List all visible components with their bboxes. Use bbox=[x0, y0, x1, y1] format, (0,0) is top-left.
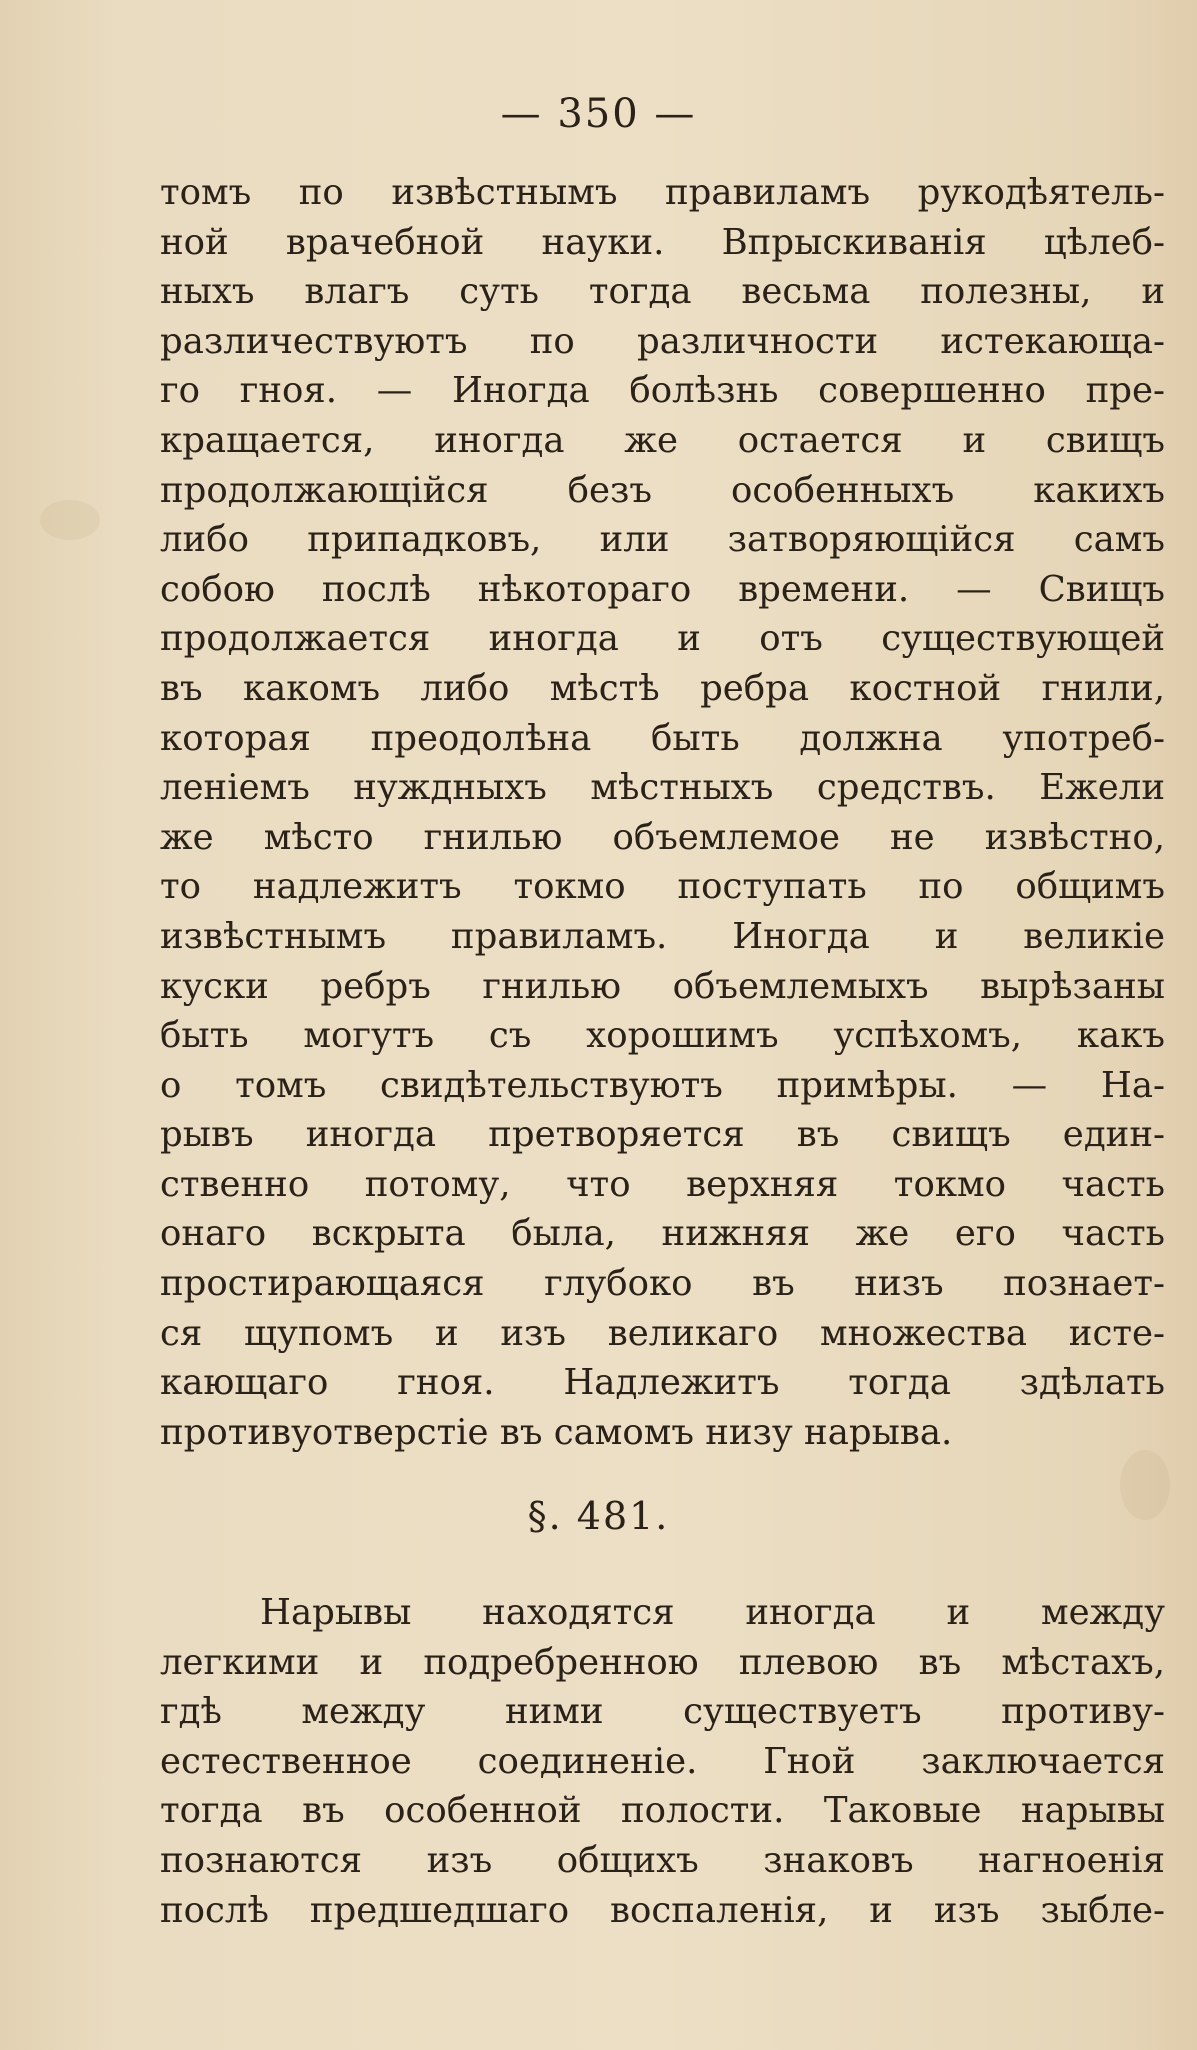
text-line: ной врачебной науки. Впрыскиванія цѣлеб- bbox=[160, 221, 1165, 263]
text-line: либо припадковъ, или затворяющійся самъ bbox=[160, 519, 1165, 561]
section-heading: §. 481. bbox=[527, 1494, 670, 1538]
paragraph-section-481 bbox=[160, 1588, 1165, 1935]
text-line: противуотверстіе въ самомъ низу нарыва. bbox=[160, 1411, 953, 1453]
text-line: различествуютъ по различности истекающа- bbox=[160, 320, 1165, 362]
text-line: естественное соединеніе. Гной заключается bbox=[160, 1740, 1165, 1782]
text-line: то надлежитъ токмо поступать по общимъ bbox=[160, 866, 1165, 908]
text-line: о томъ свидѣтельствуютъ примѣры. — На- bbox=[160, 1064, 1165, 1106]
text-line: собою послѣ нѣкотораго времени. — Свищъ bbox=[160, 568, 1165, 610]
text-line: въ какомъ либо мѣстѣ ребра костной гнили, bbox=[160, 667, 1165, 709]
text-line: ныхъ влагъ суть тогда весьма полезны, и bbox=[160, 271, 1165, 313]
text-line: ся щупомъ и изъ великаго множества исте- bbox=[160, 1312, 1165, 1354]
text-line: тогда въ особенной полости. Таковые нарывы bbox=[160, 1790, 1165, 1832]
text-line: онаго вскрыта была, нижняя же его часть bbox=[160, 1213, 1165, 1255]
text-line: простирающаяся глубоко въ низъ познает- bbox=[160, 1263, 1165, 1305]
text-line: Нарывы находятся иногда и между bbox=[260, 1592, 1165, 1633]
paper-stain bbox=[40, 500, 100, 540]
text-line: быть могутъ съ хорошимъ успѣхомъ, какъ bbox=[160, 1015, 1165, 1057]
text-line: кращается, иногда же остается и свищъ bbox=[160, 419, 1165, 461]
text-line: ственно потому, что верхняя токмо часть bbox=[160, 1163, 1165, 1205]
text-line: продолжается иногда и отъ существующей bbox=[160, 618, 1165, 660]
text-line: которая преодолѣна быть должна употреб- bbox=[160, 717, 1165, 759]
text-line: легкими и подребренною плевою въ мѣстахъ, bbox=[160, 1641, 1165, 1683]
text-line: познаются изъ общихъ знаковъ нагноенія bbox=[160, 1839, 1165, 1881]
text-line: послѣ предшедшаго воспаленія, и изъ зыбле- bbox=[160, 1889, 1165, 1931]
text-line: куски ребръ гнилью объемлемыхъ вырѣзаны bbox=[160, 965, 1165, 1007]
page-number: — 350 — bbox=[500, 91, 697, 137]
text-line: рывъ иногда претворяется въ свищъ един- bbox=[160, 1114, 1165, 1156]
text-line: го гноя. — Иногда болѣзнь совершенно пре- bbox=[160, 370, 1165, 412]
text-line: продолжающійся безъ особенныхъ какихъ bbox=[160, 469, 1165, 511]
paragraph-continued bbox=[160, 168, 1165, 1457]
text-line: томъ по извѣстнымъ правиламъ рукодѣятель- bbox=[160, 172, 1165, 213]
text-line: гдѣ между ними существуетъ противу- bbox=[160, 1691, 1165, 1733]
text-line: кающаго гноя. Надлежитъ тогда здѣлать bbox=[160, 1362, 1165, 1404]
text-line: извѣстнымъ правиламъ. Иногда и великіе bbox=[160, 915, 1165, 957]
text-line: леніемъ нуждныхъ мѣстныхъ средствъ. Ежели bbox=[160, 767, 1165, 809]
text-line: же мѣсто гнилью объемлемое не извѣстно, bbox=[160, 816, 1165, 858]
